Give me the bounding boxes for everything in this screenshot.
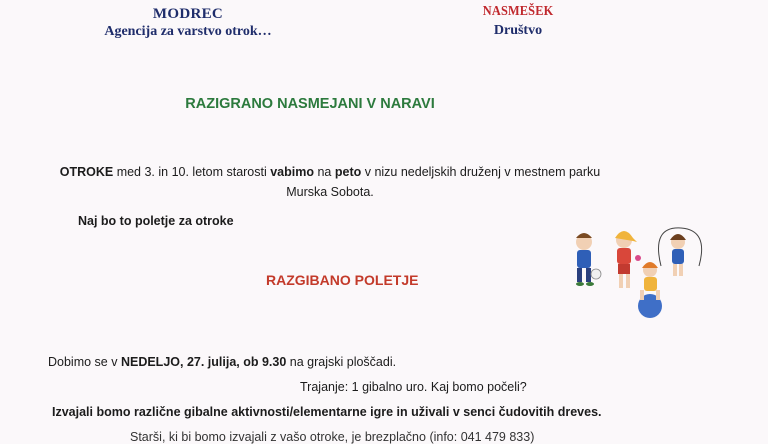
event-subtitle: RAZGIBANO POLETJE (266, 272, 419, 288)
intro-bold-children: OTROKE (59, 165, 114, 179)
intro-paragraph (20, 162, 640, 202)
child-jump-rope-figure (659, 228, 702, 276)
activities-line: Izvajali bomo različne gibalne aktivnosti/elementarne igre in uživali v senci čudovitih dreves. (52, 405, 602, 419)
cutoff-line: Starši, ki bi bomo izvajali z vašo otroke, je brezplačno (info: 041 479 833) (130, 430, 535, 444)
org-modrec (88, 6, 288, 40)
child-exercise-ball-figure (638, 262, 662, 318)
page-headline: RAZIGRANO NASMEJANI V NARAVI (185, 96, 435, 112)
org-modrec-subtitle: Agencija za varstvo otrok… (104, 24, 272, 39)
meeting-text-b: na grajski ploščadi. (286, 355, 397, 369)
org-modrec-name: MODREC (152, 6, 224, 22)
org-nasmesek-subtitle: Društvo (493, 23, 543, 38)
intro-text-a: med 3. in 10. letom starosti (113, 165, 271, 179)
intro-bold-invite: vabimo (270, 165, 314, 179)
children-playing-illustration (566, 226, 706, 322)
meeting-info (48, 355, 396, 369)
meeting-date: NEDELJO, 27. julija, ob 9.30 (120, 355, 287, 369)
intro-text-c: v nizu nedeljskih druženj v mestnem parku (361, 165, 601, 179)
intro-bold-fifth: peto (334, 165, 362, 179)
intro-text-b: na (314, 165, 335, 179)
intro-line-1 (20, 162, 640, 182)
summer-line: Naj bo to poletje za otroke (78, 214, 234, 228)
child-ball-figure (576, 233, 601, 286)
nasmesek-logo: NASMEŠEK (482, 4, 554, 19)
intro-line-2: Murska Sobota. (286, 185, 374, 199)
child-girl-red-figure (615, 231, 641, 288)
org-nasmesek (468, 2, 568, 39)
duration-line: Trajanje: 1 gibalno uro. Kaj bomo počeli? (300, 380, 527, 394)
meeting-text-a: Dobimo se v (48, 355, 121, 369)
